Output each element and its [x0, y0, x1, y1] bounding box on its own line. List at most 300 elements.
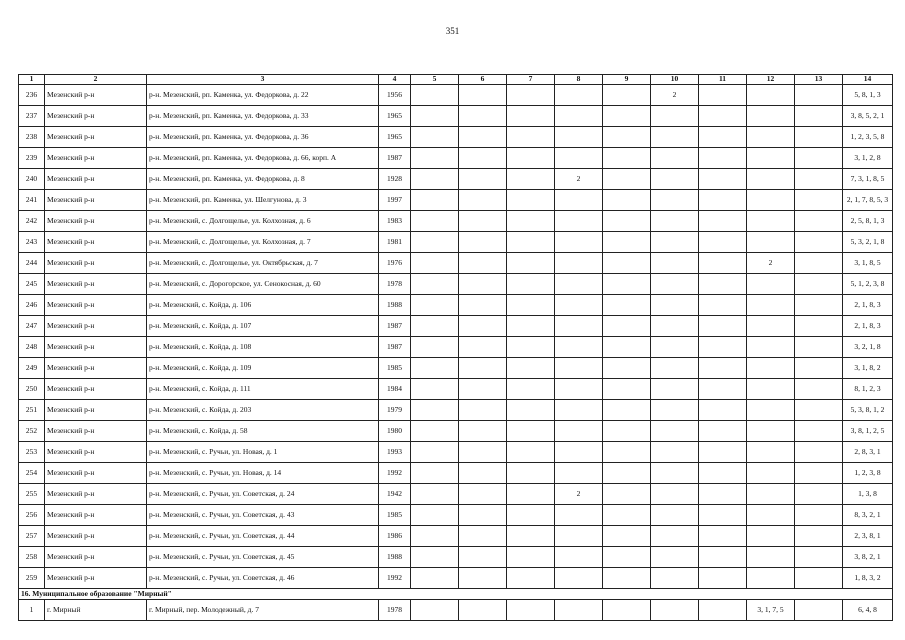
table-cell: [603, 316, 651, 337]
table-cell: [699, 190, 747, 211]
table-cell: 1986: [379, 526, 411, 547]
table-cell: [459, 127, 507, 148]
table-cell: [699, 148, 747, 169]
table-cell: [411, 463, 459, 484]
table-cell: [699, 568, 747, 589]
table-cell: 1987: [379, 316, 411, 337]
table-cell: [555, 526, 603, 547]
table-cell: [699, 232, 747, 253]
table-cell: [747, 232, 795, 253]
table-cell: 5, 8, 1, 3: [843, 85, 893, 106]
table-cell: [555, 274, 603, 295]
table-cell: р-н. Мезенский, с. Ручьи, ул. Советская, д. 24: [147, 484, 379, 505]
table-cell: [699, 526, 747, 547]
table-cell: 254: [19, 463, 45, 484]
table-cell: 7, 3, 1, 8, 5: [843, 169, 893, 190]
table-cell: 1978: [379, 274, 411, 295]
column-header: 3: [147, 75, 379, 85]
table-cell: [603, 505, 651, 526]
table-cell: [411, 421, 459, 442]
table-cell: 2, 1, 7, 8, 5, 3: [843, 190, 893, 211]
table-cell: [747, 484, 795, 505]
table-cell: 1984: [379, 379, 411, 400]
table-cell: [651, 211, 699, 232]
table-cell: [507, 400, 555, 421]
table-row: [19, 337, 893, 358]
table-cell: [507, 253, 555, 274]
table-cell: 247: [19, 316, 45, 337]
header-row: [19, 75, 893, 85]
table-cell: 3, 2, 1, 8: [843, 337, 893, 358]
table-cell: [507, 442, 555, 463]
table-cell: [507, 484, 555, 505]
table-cell: [603, 400, 651, 421]
table-cell: [411, 295, 459, 316]
table-row: [19, 253, 893, 274]
table-cell: [651, 337, 699, 358]
table-cell: р-н. Мезенский, рп. Каменка, ул. Федоркова, д. 33: [147, 106, 379, 127]
table-cell: р-н. Мезенский, с. Долгощелье, ул. Октябрьская, д. 7: [147, 253, 379, 274]
table-cell: Мезенский р-н: [45, 274, 147, 295]
table-cell: [603, 442, 651, 463]
table-cell: [411, 505, 459, 526]
table-cell: 238: [19, 127, 45, 148]
table-cell: [603, 600, 651, 621]
table-cell: [603, 337, 651, 358]
table-cell: [795, 421, 843, 442]
column-header: 6: [459, 75, 507, 85]
table-cell: [507, 106, 555, 127]
table-cell: [699, 127, 747, 148]
table-cell: [411, 148, 459, 169]
table-cell: Мезенский р-н: [45, 505, 147, 526]
table-cell: [411, 211, 459, 232]
table-cell: 258: [19, 547, 45, 568]
table-cell: 1965: [379, 127, 411, 148]
table-cell: [747, 442, 795, 463]
column-header: 11: [699, 75, 747, 85]
table-row: [19, 211, 893, 232]
table-cell: Мезенский р-н: [45, 127, 147, 148]
table-cell: [795, 484, 843, 505]
table-cell: 8, 1, 2, 3: [843, 379, 893, 400]
table-cell: [555, 211, 603, 232]
table-row: [19, 484, 893, 505]
table-cell: [603, 169, 651, 190]
table-row: [19, 442, 893, 463]
table-cell: [651, 463, 699, 484]
table-cell: [459, 505, 507, 526]
table-cell: [411, 253, 459, 274]
table-cell: [651, 106, 699, 127]
column-header: 10: [651, 75, 699, 85]
table-row: [19, 169, 893, 190]
table-cell: [795, 316, 843, 337]
table-cell: р-н. Мезенский, рп. Каменка, ул. Федоркова, д. 66, корп. А: [147, 148, 379, 169]
data-table: [18, 74, 893, 621]
table-cell: [555, 232, 603, 253]
table-cell: [411, 274, 459, 295]
table-cell: г. Мирный, пер. Молодежный, д. 7: [147, 600, 379, 621]
table-cell: г. Мирный: [45, 600, 147, 621]
table-cell: 2, 5, 8, 1, 3: [843, 211, 893, 232]
table-cell: Мезенский р-н: [45, 106, 147, 127]
table-cell: Мезенский р-н: [45, 526, 147, 547]
table-cell: [651, 148, 699, 169]
table-cell: р-н. Мезенский, с. Койда, д. 111: [147, 379, 379, 400]
table-row: [19, 295, 893, 316]
table-cell: [795, 253, 843, 274]
table-cell: Мезенский р-н: [45, 232, 147, 253]
table-cell: [507, 190, 555, 211]
column-header: 5: [411, 75, 459, 85]
table-row: [19, 379, 893, 400]
table-cell: [795, 526, 843, 547]
table-cell: [795, 211, 843, 232]
table-cell: 1987: [379, 148, 411, 169]
table-cell: [507, 295, 555, 316]
table-cell: [603, 253, 651, 274]
table-cell: Мезенский р-н: [45, 211, 147, 232]
table-row: [19, 547, 893, 568]
table-cell: [555, 127, 603, 148]
table-cell: 2: [651, 85, 699, 106]
table-cell: [699, 463, 747, 484]
table-cell: [651, 316, 699, 337]
table-cell: [411, 484, 459, 505]
table-cell: [603, 526, 651, 547]
table-body: [19, 85, 893, 621]
table-row: [19, 148, 893, 169]
table-cell: р-н. Мезенский, с. Ручьи, ул. Советская, д. 43: [147, 505, 379, 526]
table-cell: [507, 211, 555, 232]
table-cell: [507, 337, 555, 358]
table-cell: р-н. Мезенский, с. Ручьи, ул. Новая, д. 1: [147, 442, 379, 463]
table-cell: [603, 274, 651, 295]
table-cell: Мезенский р-н: [45, 337, 147, 358]
table-cell: 252: [19, 421, 45, 442]
table-row: [19, 190, 893, 211]
table-cell: [555, 547, 603, 568]
column-header: 2: [45, 75, 147, 85]
table-cell: [411, 442, 459, 463]
table-cell: 3, 1, 7, 5: [747, 600, 795, 621]
table-cell: р-н. Мезенский, с. Койда, д. 106: [147, 295, 379, 316]
table-cell: [603, 379, 651, 400]
table-cell: [411, 600, 459, 621]
table-cell: [747, 505, 795, 526]
column-header: 14: [843, 75, 893, 85]
table-cell: [651, 253, 699, 274]
table-cell: р-н. Мезенский, с. Долгощелье, ул. Колхозная, д. 7: [147, 232, 379, 253]
table-cell: [651, 526, 699, 547]
table-cell: [459, 568, 507, 589]
table-cell: [411, 568, 459, 589]
table-cell: [459, 379, 507, 400]
table-cell: [651, 169, 699, 190]
table-row: [19, 85, 893, 106]
table-cell: р-н. Мезенский, с. Койда, д. 58: [147, 421, 379, 442]
table-cell: [699, 600, 747, 621]
table-cell: [555, 400, 603, 421]
table-cell: Мезенский р-н: [45, 148, 147, 169]
table-cell: [507, 547, 555, 568]
table-cell: р-н. Мезенский, с. Койда, д. 108: [147, 337, 379, 358]
table-cell: 3, 1, 2, 8: [843, 148, 893, 169]
table-cell: [651, 127, 699, 148]
table-cell: 2, 1, 8, 3: [843, 316, 893, 337]
table-cell: Мезенский р-н: [45, 85, 147, 106]
table-cell: [459, 253, 507, 274]
table-cell: 248: [19, 337, 45, 358]
table-cell: [555, 358, 603, 379]
table-cell: Мезенский р-н: [45, 295, 147, 316]
page-number: 351: [445, 26, 460, 36]
table-cell: [411, 85, 459, 106]
table-cell: [651, 547, 699, 568]
table-row: [19, 568, 893, 589]
table-cell: [699, 547, 747, 568]
table-cell: 1942: [379, 484, 411, 505]
table-cell: [555, 568, 603, 589]
table-cell: 1980: [379, 421, 411, 442]
table-cell: [555, 505, 603, 526]
table-cell: [699, 442, 747, 463]
table-cell: [795, 232, 843, 253]
table-cell: [555, 106, 603, 127]
table-cell: [459, 484, 507, 505]
table-cell: р-н. Мезенский, с. Ручьи, ул. Советская, д. 45: [147, 547, 379, 568]
table-cell: [795, 190, 843, 211]
table-cell: 257: [19, 526, 45, 547]
table-cell: [459, 211, 507, 232]
table-cell: [411, 526, 459, 547]
table-cell: [459, 526, 507, 547]
table-cell: [699, 316, 747, 337]
table-row: [19, 400, 893, 421]
table-cell: [411, 400, 459, 421]
table-cell: [411, 106, 459, 127]
table-cell: Мезенский р-н: [45, 442, 147, 463]
column-header: 12: [747, 75, 795, 85]
table-cell: 8, 3, 2, 1: [843, 505, 893, 526]
table-cell: 259: [19, 568, 45, 589]
table-cell: [459, 295, 507, 316]
table-cell: 1981: [379, 232, 411, 253]
table-cell: [459, 232, 507, 253]
table-cell: [507, 232, 555, 253]
table-cell: [411, 316, 459, 337]
table-cell: Мезенский р-н: [45, 463, 147, 484]
table-cell: [459, 274, 507, 295]
table-cell: [555, 148, 603, 169]
table-cell: Мезенский р-н: [45, 190, 147, 211]
table-cell: р-н. Мезенский, рп. Каменка, ул. Федоркова, д. 22: [147, 85, 379, 106]
table-cell: [603, 484, 651, 505]
table-row: [19, 316, 893, 337]
table-cell: 1, 8, 3, 2: [843, 568, 893, 589]
table-cell: р-н. Мезенский, с. Дорогорское, ул. Сенокосная, д. 60: [147, 274, 379, 295]
table-cell: [699, 253, 747, 274]
table-cell: [747, 295, 795, 316]
table-cell: [699, 505, 747, 526]
table-cell: [747, 85, 795, 106]
table-cell: [411, 190, 459, 211]
table-cell: [555, 295, 603, 316]
table-cell: [747, 169, 795, 190]
table-cell: [651, 379, 699, 400]
table-cell: [603, 421, 651, 442]
table-cell: [651, 505, 699, 526]
table-cell: 1992: [379, 568, 411, 589]
table-cell: [603, 547, 651, 568]
table-cell: [507, 85, 555, 106]
table-cell: [747, 190, 795, 211]
table-cell: Мезенский р-н: [45, 400, 147, 421]
table-cell: р-н. Мезенский, с. Ручьи, ул. Советская, д. 44: [147, 526, 379, 547]
table-cell: р-н. Мезенский, с. Долгощелье, ул. Колхозная, д. 6: [147, 211, 379, 232]
table-cell: [411, 232, 459, 253]
table-cell: [651, 274, 699, 295]
table-cell: [747, 337, 795, 358]
column-header: 7: [507, 75, 555, 85]
table-cell: Мезенский р-н: [45, 379, 147, 400]
table-cell: Мезенский р-н: [45, 484, 147, 505]
column-header: 8: [555, 75, 603, 85]
table-cell: [459, 358, 507, 379]
table-cell: [411, 169, 459, 190]
table-cell: 241: [19, 190, 45, 211]
table-cell: [651, 295, 699, 316]
table-cell: [459, 169, 507, 190]
table-cell: 236: [19, 85, 45, 106]
table-cell: 1997: [379, 190, 411, 211]
table-cell: [507, 505, 555, 526]
table-cell: [459, 463, 507, 484]
table-cell: 1987: [379, 337, 411, 358]
table-cell: 1979: [379, 400, 411, 421]
table-cell: 1988: [379, 547, 411, 568]
table-cell: [699, 85, 747, 106]
table-cell: 1, 2, 3, 8: [843, 463, 893, 484]
column-header: 4: [379, 75, 411, 85]
table-cell: [555, 253, 603, 274]
table-cell: [795, 127, 843, 148]
table-cell: [603, 211, 651, 232]
table-cell: [795, 442, 843, 463]
table-cell: [699, 169, 747, 190]
table-cell: [699, 379, 747, 400]
table-row: [19, 505, 893, 526]
table-cell: 1988: [379, 295, 411, 316]
table-cell: Мезенский р-н: [45, 169, 147, 190]
table-cell: [603, 85, 651, 106]
table-cell: [555, 442, 603, 463]
table-cell: [459, 337, 507, 358]
table-cell: [747, 148, 795, 169]
table-cell: [603, 295, 651, 316]
table-cell: 1993: [379, 442, 411, 463]
table-cell: [459, 148, 507, 169]
table-cell: [459, 400, 507, 421]
table-cell: [747, 316, 795, 337]
table-cell: 1983: [379, 211, 411, 232]
table-cell: 1985: [379, 505, 411, 526]
table-cell: [747, 127, 795, 148]
table-row: [19, 421, 893, 442]
table-cell: р-н. Мезенский, рп. Каменка, ул. Федоркова, д. 8: [147, 169, 379, 190]
table-row: [19, 463, 893, 484]
table-row: [19, 600, 893, 621]
table-cell: р-н. Мезенский, рп. Каменка, ул. Шелгунова, д. 3: [147, 190, 379, 211]
table-cell: [747, 274, 795, 295]
table-cell: 2: [555, 484, 603, 505]
table-cell: [459, 547, 507, 568]
table-cell: [603, 190, 651, 211]
table-cell: [507, 379, 555, 400]
table-row: [19, 274, 893, 295]
column-header: 13: [795, 75, 843, 85]
table-cell: [507, 148, 555, 169]
table-cell: 243: [19, 232, 45, 253]
table-cell: [699, 274, 747, 295]
table-cell: 1, 2, 3, 5, 8: [843, 127, 893, 148]
table-cell: 5, 3, 8, 1, 2: [843, 400, 893, 421]
table-cell: [459, 442, 507, 463]
table-cell: 249: [19, 358, 45, 379]
table-cell: 2, 8, 3, 1: [843, 442, 893, 463]
table-cell: [555, 463, 603, 484]
table-cell: [795, 600, 843, 621]
table-row: [19, 526, 893, 547]
table-row: [19, 106, 893, 127]
table-cell: [651, 484, 699, 505]
table-cell: [795, 505, 843, 526]
table-cell: [795, 547, 843, 568]
table-cell: [411, 337, 459, 358]
table-cell: [507, 169, 555, 190]
table-cell: 2, 1, 8, 3: [843, 295, 893, 316]
table-cell: [507, 127, 555, 148]
table-cell: [747, 358, 795, 379]
table-cell: 245: [19, 274, 45, 295]
table-cell: [699, 106, 747, 127]
section-title: 16. Муниципальное образование "Мирный": [19, 589, 893, 600]
table-cell: 253: [19, 442, 45, 463]
table-cell: [651, 442, 699, 463]
table-cell: [603, 148, 651, 169]
table-cell: [651, 568, 699, 589]
table-cell: [795, 148, 843, 169]
table-cell: [603, 358, 651, 379]
table-cell: 1956: [379, 85, 411, 106]
table-cell: 256: [19, 505, 45, 526]
table-cell: [651, 421, 699, 442]
table-cell: [411, 127, 459, 148]
table-cell: [795, 400, 843, 421]
column-header: 1: [19, 75, 45, 85]
table-cell: [699, 421, 747, 442]
table-cell: [747, 211, 795, 232]
table-cell: [411, 379, 459, 400]
table-cell: [747, 106, 795, 127]
table-row: [19, 232, 893, 253]
table-cell: [603, 232, 651, 253]
table-cell: 2: [747, 253, 795, 274]
table-cell: [699, 358, 747, 379]
table-cell: Мезенский р-н: [45, 421, 147, 442]
table-cell: [603, 463, 651, 484]
